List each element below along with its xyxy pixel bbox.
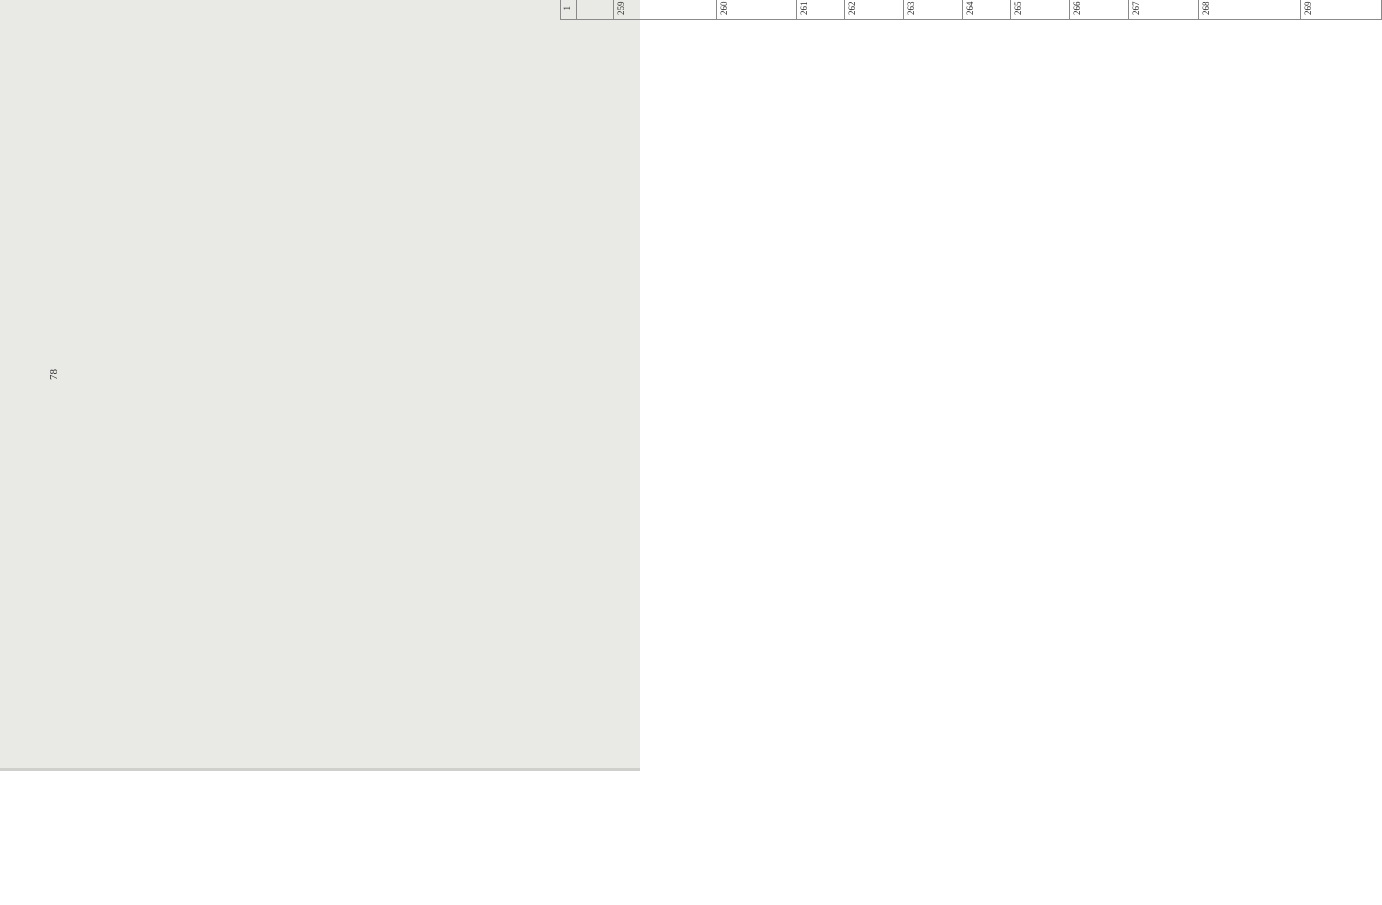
row-number: 265 — [1011, 0, 1070, 20]
data-table — [560, 0, 1382, 20]
table-row — [1011, 0, 1070, 20]
row-number: 264 — [963, 0, 1011, 20]
table-row — [1301, 0, 1382, 20]
row-number: 266 — [1070, 0, 1129, 20]
table-row — [1070, 0, 1129, 20]
row-number: 267 — [1129, 0, 1199, 20]
column-header: 1 — [561, 0, 577, 20]
table-row — [1129, 0, 1199, 20]
table-row — [1199, 0, 1301, 20]
row-number — [577, 0, 614, 20]
page-number: 78 — [48, 369, 60, 380]
scanned-page — [0, 0, 640, 770]
table-row — [845, 0, 904, 20]
table-row — [614, 0, 716, 20]
row-number: 259 — [614, 0, 716, 20]
row-number: 260 — [716, 0, 797, 20]
row-number: 263 — [904, 0, 963, 20]
header-row — [561, 0, 577, 20]
table-row — [577, 0, 614, 20]
table-row — [797, 0, 845, 20]
budget-table — [560, 0, 1382, 20]
row-number: 262 — [845, 0, 904, 20]
table-row — [963, 0, 1011, 20]
row-number: 269 — [1301, 0, 1382, 20]
row-number: 268 — [1199, 0, 1301, 20]
row-number: 261 — [797, 0, 845, 20]
page-edge — [0, 768, 640, 771]
table-row — [716, 0, 797, 20]
table-row — [904, 0, 963, 20]
